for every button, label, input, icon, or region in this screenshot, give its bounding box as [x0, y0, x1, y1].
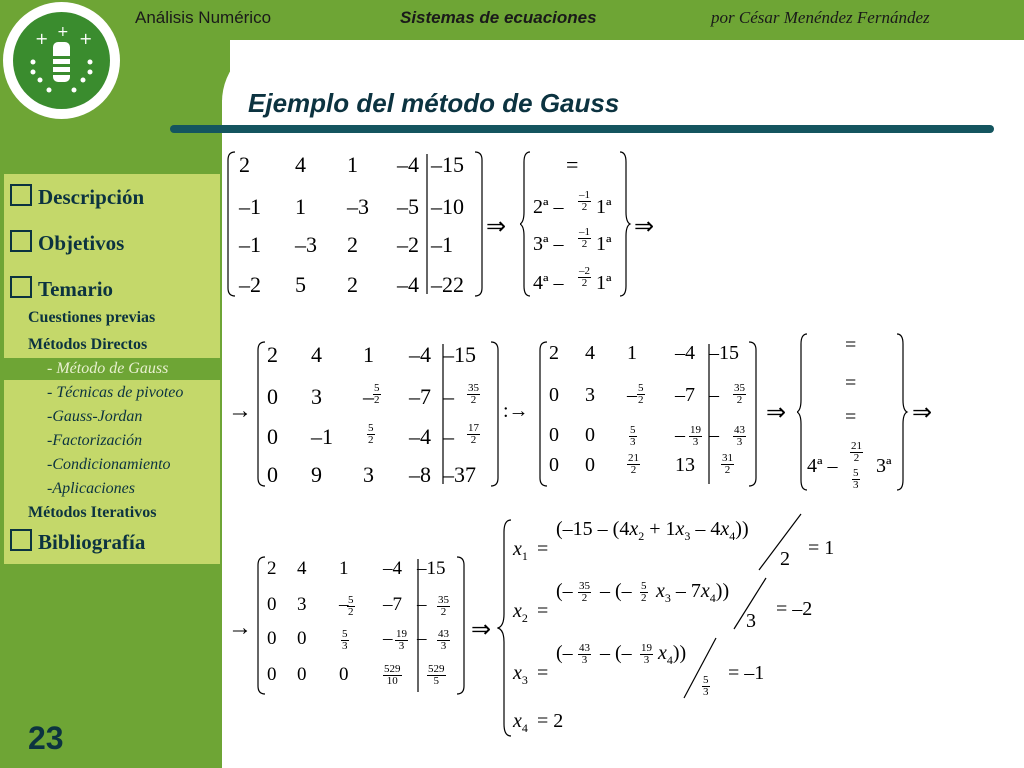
x3-eq: = — [537, 662, 549, 684]
x3-rest: $x_4$)) — [658, 642, 687, 667]
matrix-cell: –7 — [675, 384, 695, 406]
x2-rest: $x_3 - 7x_4$)) — [656, 580, 730, 605]
matrix-cell: 3 — [585, 384, 595, 406]
menu-label: Temario — [38, 277, 114, 301]
matrix-cell: –3 — [347, 194, 369, 219]
op-4-frac: $\frac{-2}{2}$ — [579, 265, 590, 289]
matrix-cell: 0 — [585, 454, 595, 476]
matrix-cell: 2 — [267, 558, 277, 579]
x2-open: (– — [556, 580, 573, 602]
matrix-fraction: $\frac{529}{10}$ — [384, 663, 401, 687]
op-3-frac: $\frac{-1}{2}$ — [579, 226, 590, 250]
seal-icon — [13, 12, 110, 109]
matrix-cell: 0 — [297, 628, 307, 649]
matrix-fraction: $\frac{31}{2}$ — [722, 452, 733, 476]
op-4-label: 4ª – — [533, 272, 564, 294]
matrix-cell: –7 — [409, 384, 431, 409]
op2-1-eq: = — [845, 334, 857, 356]
menu-item-iterativos[interactable]: Métodos Iterativos — [28, 504, 157, 521]
matrix-cell: – — [443, 424, 454, 449]
logo-seal-icon — [13, 12, 110, 109]
matrix-cell: 0 — [549, 424, 559, 446]
x1-numerator: $(-15 - (4x_2 + 1x_3 - 4x_4))$ — [556, 518, 749, 543]
university-logo — [3, 2, 120, 119]
matrix-fraction: $\frac{43}{3}$ — [734, 424, 745, 448]
right-arrow-2: → — [228, 615, 252, 641]
x2-mid: – (– — [600, 580, 632, 602]
matrix-fraction: $\frac{35}{2}$ — [734, 382, 745, 406]
matrix-cell: 9 — [311, 462, 322, 487]
topic-name: Sistemas de ecuaciones — [400, 8, 597, 27]
matrix-cell: – — [363, 384, 374, 409]
author-name: por César Menéndez Fernández — [711, 8, 930, 27]
op2-4-frac-b: $\frac{5}{3}$ — [853, 467, 859, 491]
menu-item-directos[interactable]: Métodos Directos — [28, 336, 148, 353]
menu-item-pivoteo[interactable]: - Técnicas de pivoteo — [47, 384, 184, 401]
matrix-cell: – — [709, 424, 719, 446]
matrix-cell: 0 — [297, 664, 307, 685]
op2-3-eq: = — [845, 406, 857, 428]
op2-4-label: 4ª – — [807, 455, 838, 477]
menu-item-temario[interactable] — [10, 276, 113, 302]
matrix-cell: – — [417, 628, 427, 649]
matrix-cell: –15 — [417, 558, 446, 579]
matrix-cell: –3 — [295, 232, 317, 257]
matrix-cell: –7 — [383, 594, 402, 615]
menu-item-aplicaciones[interactable]: -Aplicaciones — [47, 480, 135, 497]
matrix-cell: –15 — [443, 342, 476, 367]
matrix-cell: 5 — [295, 272, 306, 297]
matrix-cell: – — [383, 628, 393, 649]
right-arrow-1: → — [228, 398, 252, 424]
x1-denominator: 2 — [780, 548, 790, 570]
op-2-row: 1ª — [596, 196, 612, 218]
matrix-cell: –4 — [409, 342, 431, 367]
matrix-cell: –4 — [383, 558, 402, 579]
matrix-fraction: $\frac{19}{3}$ — [690, 424, 701, 448]
x2-frac-b: $\frac{5}{2}$ — [641, 580, 647, 604]
x4-value: = 2 — [537, 710, 564, 732]
matrix-cell: 0 — [585, 424, 595, 446]
matrix-cell: 3 — [363, 462, 374, 487]
matrix-cell: 1 — [347, 152, 358, 177]
menu-item-bibliografia[interactable] — [10, 529, 145, 555]
matrix-cell: – — [339, 594, 349, 615]
x3-open: (– — [556, 642, 573, 664]
matrix-cell: 0 — [267, 664, 277, 685]
matrix-cell: 1 — [363, 342, 374, 367]
op-4-row: 1ª — [596, 272, 612, 294]
x1-var: $x_1$ — [513, 538, 528, 563]
matrix-fraction: $\frac{35}{2}$ — [438, 594, 449, 618]
nav-menu — [4, 174, 220, 564]
menu-item-cuestiones[interactable]: Cuestiones previas — [28, 309, 156, 326]
matrix-cell: 0 — [267, 384, 278, 409]
matrix-cell: –1 — [431, 232, 453, 257]
menu-item-factorizacion[interactable]: -Factorización — [47, 432, 143, 449]
matrix-fraction: $\frac{5}{2}$ — [374, 382, 380, 406]
x3-var: $x_3$ — [513, 662, 528, 687]
matrix-cell: –37 — [443, 462, 476, 487]
x1-eq: = — [537, 538, 549, 560]
matrix-cell: 2 — [347, 232, 358, 257]
implies-arrow-1: ⇒ — [486, 214, 507, 240]
matrix-fraction: $\frac{5}{2}$ — [638, 382, 644, 406]
menu-label: Objetivos — [38, 231, 125, 255]
matrix-cell: 0 — [267, 594, 277, 615]
matrix-cell: – — [675, 424, 685, 446]
corner-fill — [170, 40, 230, 100]
x2-frac-a: $\frac{35}{2}$ — [579, 580, 590, 604]
x2-var: $x_2$ — [513, 600, 528, 625]
svg-text:+: + — [57, 24, 69, 40]
page-number: 23 — [28, 720, 64, 756]
matrix-cell: –1 — [239, 232, 261, 257]
matrix-cell: –2 — [397, 232, 419, 257]
x3-frac-b: $\frac{19}{3}$ — [641, 642, 652, 666]
matrix-cell: 13 — [675, 454, 695, 476]
matrix-cell: 4 — [295, 152, 306, 177]
checkbox-icon — [10, 184, 32, 206]
matrix-cell: – — [417, 594, 427, 615]
matrix-cell: 1 — [627, 342, 637, 364]
matrix-cell: 2 — [267, 342, 278, 367]
x3-denominator: $\frac{5}{3}$ — [703, 674, 709, 698]
menu-item-gauss[interactable]: - Método de Gauss — [47, 360, 169, 377]
menu-item-gauss-jordan[interactable]: -Gauss-Jordan — [47, 408, 143, 425]
op-3-label: 3ª – — [533, 233, 564, 255]
menu-label: Descripción — [38, 185, 145, 209]
svg-text:+: + — [79, 29, 93, 48]
matrix-cell: 2 — [347, 272, 358, 297]
matrix-cell: –1 — [311, 424, 333, 449]
matrix-cell: 1 — [339, 558, 349, 579]
matrix-cell: –15 — [709, 342, 739, 364]
menu-label: Bibliografía — [38, 530, 146, 554]
x3-mid: – (– — [600, 642, 632, 664]
svg-text:+: + — [35, 29, 49, 48]
title-rule — [170, 125, 994, 133]
matrix-fraction: $\frac{19}{3}$ — [396, 628, 407, 652]
op-1-eq: = — [566, 152, 579, 177]
implies-arrow-5: ⇒ — [471, 617, 492, 643]
x2-eq: = — [537, 600, 549, 622]
matrix-cell: –4 — [675, 342, 695, 364]
matrix-fraction: $\frac{35}{2}$ — [468, 382, 479, 406]
op2-4-frac-a: $\frac{21}{2}$ — [851, 440, 862, 464]
matrix-cell: – — [627, 384, 637, 406]
matrix-cell: –4 — [397, 272, 419, 297]
matrix-fraction: $\frac{43}{3}$ — [438, 628, 449, 652]
slide-title: Ejemplo del método de Gauss — [248, 88, 620, 118]
x3-slash — [680, 636, 720, 700]
matrix-cell: 0 — [267, 628, 277, 649]
matrix-fraction: $\frac{529}{5}$ — [428, 663, 445, 687]
menu-item-condicionamiento[interactable]: -Condicionamiento — [47, 456, 171, 473]
matrix-cell: 3 — [297, 594, 307, 615]
menu-item-descripcion[interactable] — [10, 184, 144, 210]
op-2-frac: $\frac{-1}{2}$ — [579, 189, 590, 213]
op-3-row: 1ª — [596, 233, 612, 255]
matrix-cell: 1 — [295, 194, 306, 219]
matrix-cell: –5 — [397, 194, 419, 219]
matrix-cell: –4 — [409, 424, 431, 449]
op2-4-row: 3ª — [876, 455, 892, 477]
matrix-cell: –15 — [431, 152, 464, 177]
matrix-cell: 2 — [549, 342, 559, 364]
matrix-cell: 0 — [549, 384, 559, 406]
matrix-cell: 3 — [311, 384, 322, 409]
checkbox-icon — [10, 230, 32, 252]
matrix-fraction: $\frac{5}{2}$ — [368, 422, 374, 446]
matrix-cell: 4 — [297, 558, 307, 579]
matrix-fraction: $\frac{21}{2}$ — [628, 452, 639, 476]
checkbox-icon — [10, 276, 32, 298]
x3-frac-a: $\frac{43}{3}$ — [579, 642, 590, 666]
matrix-cell: 0 — [549, 454, 559, 476]
implies-arrow-3: ⇒ — [766, 400, 787, 426]
matrix-cell: –8 — [409, 462, 431, 487]
op-2-label: 2ª – — [533, 196, 564, 218]
matrix-fraction: $\frac{17}{2}$ — [468, 422, 479, 446]
matrix-cell: – — [443, 384, 454, 409]
matrix-fraction: $\frac{5}{2}$ — [348, 594, 354, 618]
matrix-cell: 0 — [267, 462, 278, 487]
matrix-cell: 0 — [339, 664, 349, 685]
matrix-cell: 0 — [267, 424, 278, 449]
implies-arrow-4: ⇒ — [912, 400, 933, 426]
matrix-cell: –10 — [431, 194, 464, 219]
x4-var: $x_4$ — [513, 710, 528, 735]
course-name: Análisis Numérico — [135, 8, 272, 27]
matrix-cell: –4 — [397, 152, 419, 177]
implies-arrow-2: ⇒ — [634, 214, 655, 240]
colon-arrow: :→ — [503, 400, 529, 422]
matrix-cell: – — [709, 384, 719, 406]
menu-item-objetivos[interactable] — [10, 230, 124, 256]
x2-value: = –2 — [776, 598, 813, 620]
matrix-fraction: $\frac{5}{3}$ — [342, 628, 348, 652]
matrix-cell: 4 — [311, 342, 322, 367]
matrix-cell: 2 — [239, 152, 250, 177]
matrix-cell: 4 — [585, 342, 595, 364]
matrix-fraction: $\frac{5}{3}$ — [630, 424, 636, 448]
matrix-cell: –22 — [431, 272, 464, 297]
x3-value: = –1 — [728, 662, 765, 684]
matrix-cell: –2 — [239, 272, 261, 297]
x2-denominator: 3 — [746, 610, 756, 632]
matrix-cell: –1 — [239, 194, 261, 219]
x1-value: = 1 — [808, 537, 835, 559]
op2-2-eq: = — [845, 372, 857, 394]
checkbox-icon — [10, 529, 32, 551]
